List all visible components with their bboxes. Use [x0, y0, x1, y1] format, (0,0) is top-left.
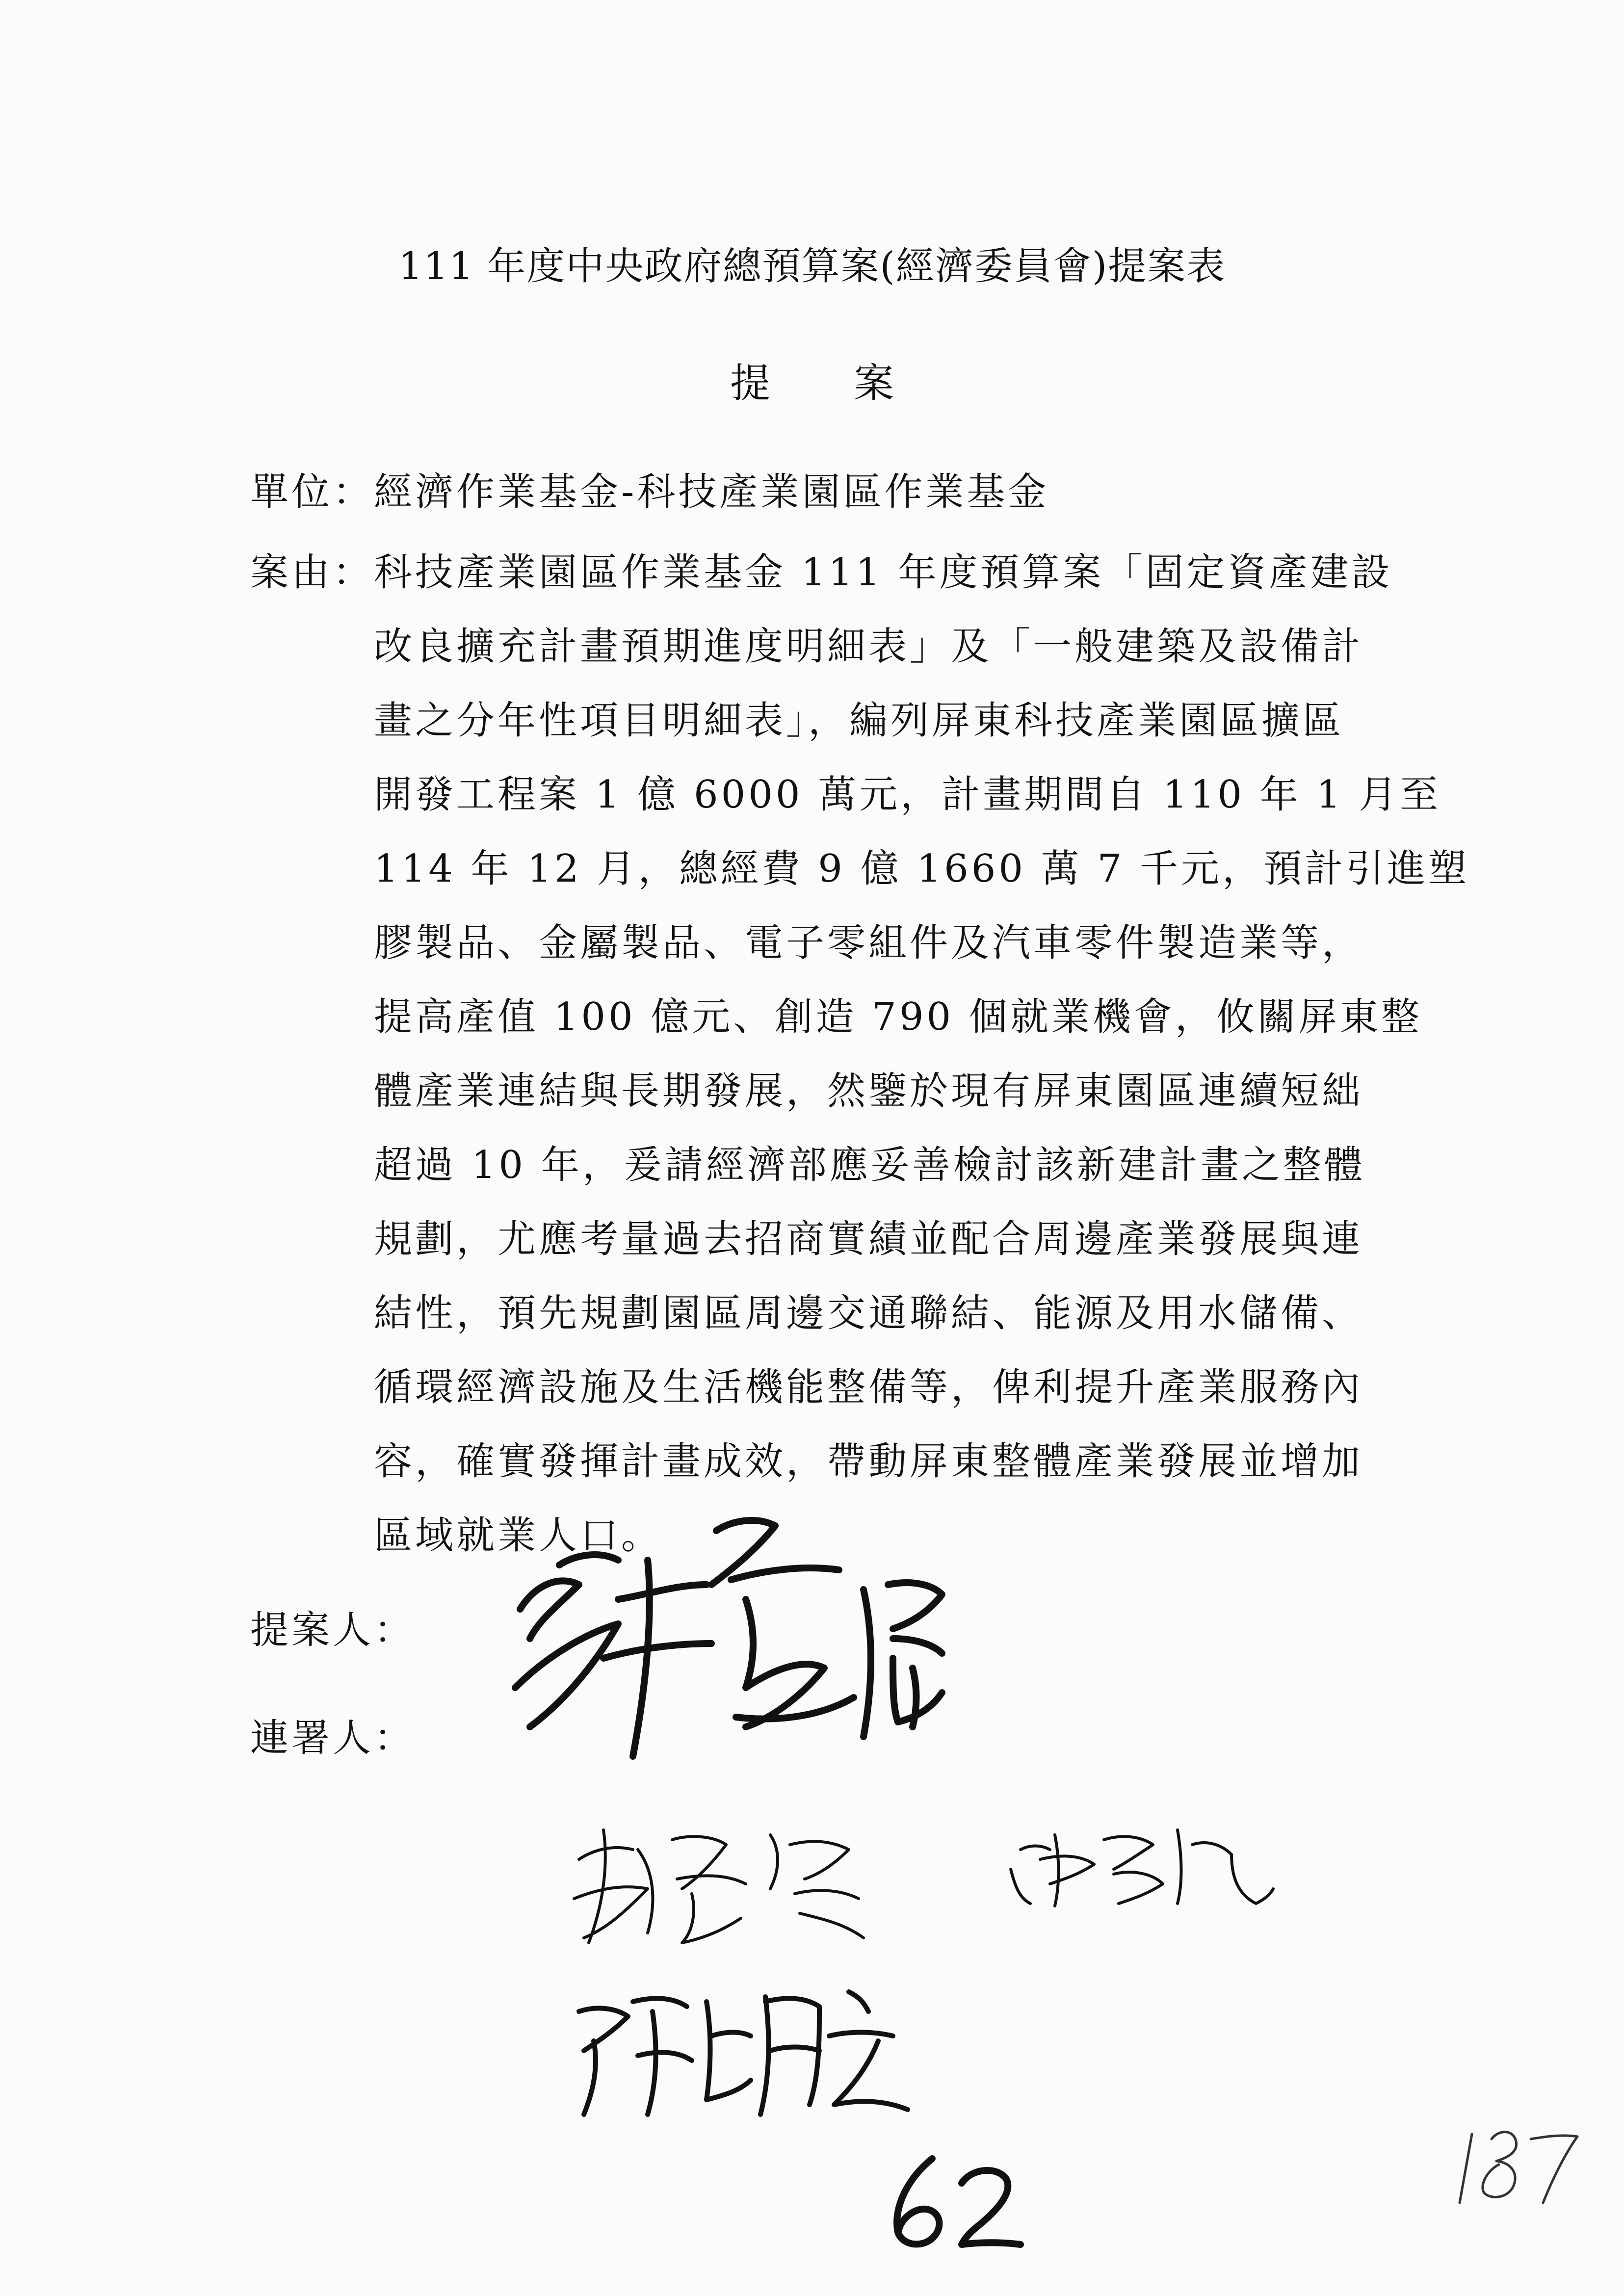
- unit-row: [250, 461, 1049, 516]
- cosigner-label: 連署人：: [250, 1716, 416, 1760]
- document-subtitle: 提案: [730, 360, 977, 407]
- page-number-187: [1452, 2124, 1585, 2208]
- proposer-signature: [500, 1511, 967, 1766]
- proposer-label: 提案人：: [250, 1608, 416, 1652]
- reason-line: 提高產值 100 億元、創造 790 個就業機會，攸關屏東整: [374, 995, 1422, 1039]
- reason-line: 區域就業人口。: [374, 1513, 663, 1558]
- reason-line: 科技產業園區作業基金 111 年度預算案「固定資產建設: [374, 550, 1393, 595]
- reason-body: [374, 542, 1470, 1579]
- reason-line: 容，確實發揮計畫成效，帶動屏東整體產業發展並增加: [374, 1439, 1363, 1484]
- reason-line: 114 年 12 月，總經費 9 億 1660 萬 7 千元，預計引進塑: [374, 847, 1470, 891]
- reason-line: 畫之分年性項目明細表」，編列屏東科技產業園區擴區: [374, 699, 1344, 743]
- reason-line: 結性，預先規劃園區周邊交通聯結、能源及用水儲備、: [374, 1291, 1363, 1335]
- reason-line: 開發工程案 1 億 6000 萬元，計畫期間自 110 年 1 月至: [374, 773, 1441, 817]
- unit-value: 經濟作業基金-科技產業園區作業基金: [374, 470, 1049, 514]
- reason-line: 超過 10 年，爰請經濟部應妥善檢討該新建計畫之整體: [374, 1143, 1365, 1187]
- reason-line: 體產業連結與長期發展，然鑒於現有屏東園區連續短絀: [374, 1069, 1363, 1113]
- cosigner-signature-2: [1001, 1820, 1276, 1908]
- cosigner-signature-3: [564, 1982, 917, 2119]
- reason-line: 改良擴充計畫預期進度明細表」及「一般建築及設備計: [374, 625, 1363, 669]
- cosigner-signature-1: [564, 1820, 868, 1953]
- reason-line: 循環經濟設施及生活機能整備等，俾利提升產業服務內: [374, 1365, 1363, 1409]
- reason-line: 膠製品、金屬製品、電子零組件及汽車零件製造業等，: [374, 921, 1363, 965]
- handwritten-number-62: [878, 2149, 1025, 2252]
- unit-label: 單位：: [250, 470, 374, 514]
- reason-line: 規劃，尤應考量過去招商實績並配合周邊產業發展與連: [374, 1217, 1363, 1261]
- reason-label: 案由：: [250, 550, 374, 595]
- document-title: 111 年度中央政府總預算案(經濟委員會)提案表: [398, 244, 1226, 288]
